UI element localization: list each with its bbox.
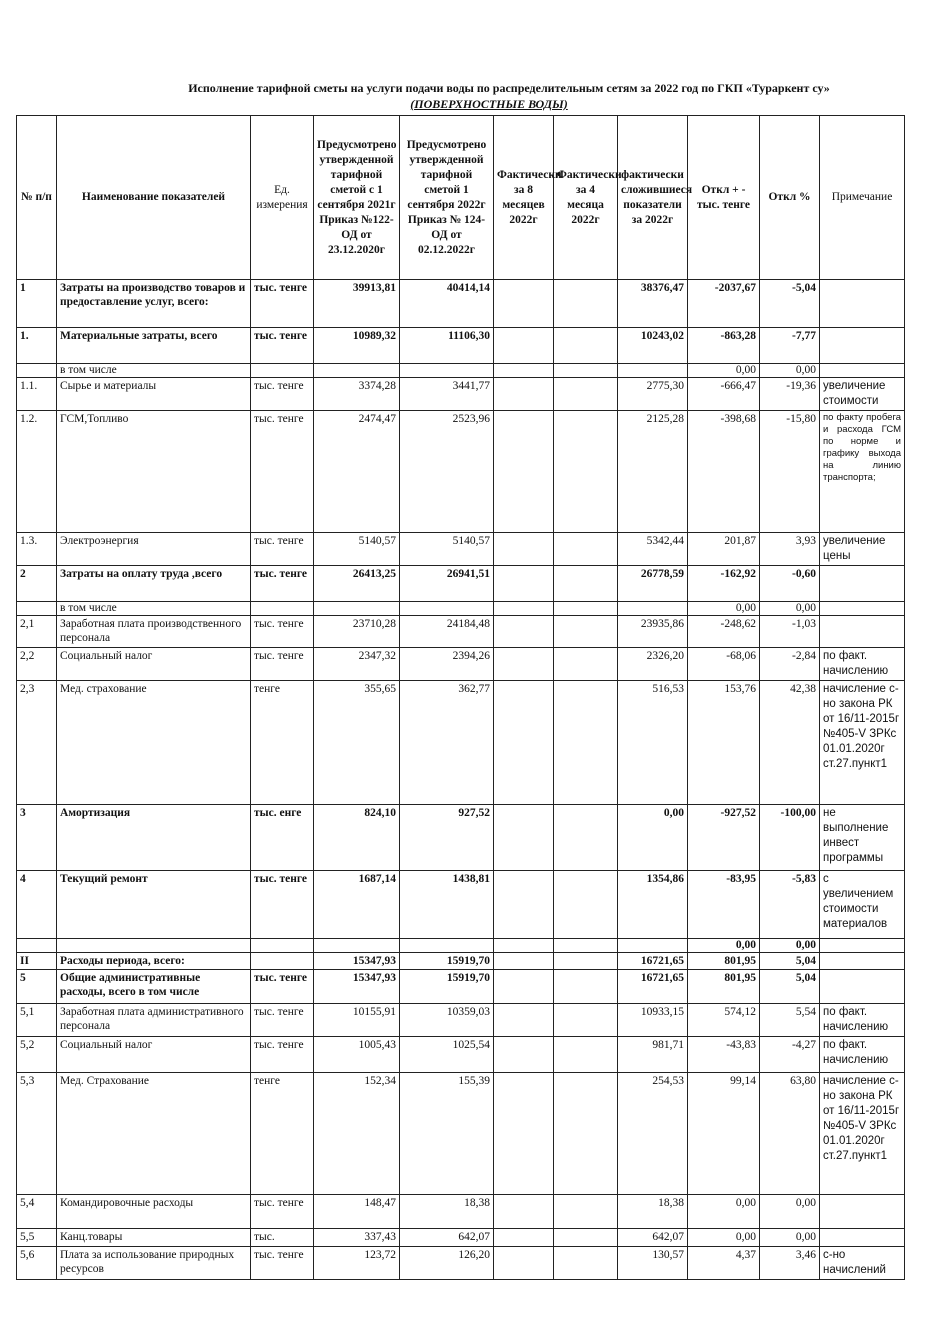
row-fact4	[554, 533, 618, 566]
row-plan2021: 152,34	[314, 1073, 400, 1195]
row-dev: -863,28	[688, 328, 760, 364]
row-fact4	[554, 328, 618, 364]
row-actual: 16721,65	[618, 970, 688, 1004]
row-plan2022: 15919,70	[400, 953, 494, 970]
row-unit	[251, 939, 314, 953]
row-devpct: -5,04	[760, 280, 820, 328]
row-dev: 0,00	[688, 939, 760, 953]
table-row	[17, 280, 905, 328]
table-row	[17, 1247, 905, 1280]
row-num	[17, 364, 57, 378]
row-dev: 801,95	[688, 970, 760, 1004]
row-fact8	[494, 953, 554, 970]
row-devpct: -100,00	[760, 805, 820, 871]
row-note: с увеличением стоимости материалов	[820, 871, 905, 939]
table-row	[17, 871, 905, 939]
row-plan2021: 148,47	[314, 1195, 400, 1229]
row-note: увеличение цены	[820, 533, 905, 566]
row-fact8	[494, 328, 554, 364]
table-row	[17, 364, 905, 378]
row-actual: 16721,65	[618, 953, 688, 970]
row-plan2021: 26413,25	[314, 566, 400, 602]
row-unit: тыс. тенге	[251, 1247, 314, 1280]
row-fact8	[494, 533, 554, 566]
row-dev: -83,95	[688, 871, 760, 939]
row-fact4	[554, 566, 618, 602]
row-name: Заработная плата административного персонала	[57, 1004, 251, 1037]
row-plan2022	[400, 939, 494, 953]
row-fact8	[494, 1229, 554, 1247]
row-actual: 2326,20	[618, 648, 688, 681]
row-actual: 0,00	[618, 805, 688, 871]
table-body	[17, 280, 905, 1280]
row-fact4	[554, 411, 618, 533]
row-fact8	[494, 602, 554, 616]
row-fact8	[494, 939, 554, 953]
row-name: Командировочные расходы	[57, 1195, 251, 1229]
row-devpct: -2,84	[760, 648, 820, 681]
row-dev: 0,00	[688, 1229, 760, 1247]
col-header-note: Примечание	[820, 116, 905, 280]
row-unit	[251, 364, 314, 378]
row-fact4	[554, 1195, 618, 1229]
row-num: 1.2.	[17, 411, 57, 533]
row-plan2022: 3441,77	[400, 378, 494, 411]
row-name: Текущий ремонт	[57, 871, 251, 939]
row-plan2021: 3374,28	[314, 378, 400, 411]
row-dev: 0,00	[688, 1195, 760, 1229]
col-header-fact4: Фактически за 4 месяца 2022г	[554, 116, 618, 280]
row-actual: 18,38	[618, 1195, 688, 1229]
row-name: Затраты на оплату труда ,всего	[57, 566, 251, 602]
row-actual: 10933,15	[618, 1004, 688, 1037]
row-plan2021	[314, 939, 400, 953]
row-fact8	[494, 681, 554, 805]
row-num	[17, 602, 57, 616]
col-header-dev: Откл + - тыс. тенге	[688, 116, 760, 280]
row-actual: 254,53	[618, 1073, 688, 1195]
row-unit: тыс. тенге	[251, 1004, 314, 1037]
row-dev: 0,00	[688, 364, 760, 378]
row-unit: тыс. енге	[251, 805, 314, 871]
row-note	[820, 1229, 905, 1247]
row-fact4	[554, 378, 618, 411]
row-fact8	[494, 566, 554, 602]
row-name: Мед. Страхование	[57, 1073, 251, 1195]
row-note	[820, 616, 905, 648]
table-row	[17, 328, 905, 364]
row-fact8	[494, 1195, 554, 1229]
row-num: 2,3	[17, 681, 57, 805]
row-note	[820, 939, 905, 953]
row-dev: 99,14	[688, 1073, 760, 1195]
row-name: Мед. страхование	[57, 681, 251, 805]
row-devpct: -4,27	[760, 1037, 820, 1073]
table-row	[17, 378, 905, 411]
row-note: с-но начислений	[820, 1247, 905, 1280]
row-fact4	[554, 1073, 618, 1195]
col-header-actual: фактически сложившиеся показатели за 2022г	[618, 116, 688, 280]
col-header-plan2022: Предусмотрено утвержденной тарифной сметой 1 сентября 2022г Приказ № 124-ОД от 02.12.2022г	[400, 116, 494, 280]
row-dev: -927,52	[688, 805, 760, 871]
row-plan2022: 10359,03	[400, 1004, 494, 1037]
col-header-plan2021: Предусмотрено утвержденной тарифной сметой с 1 сентября 2021г Приказ №122-ОД от 23.12.2020г	[314, 116, 400, 280]
row-name: Заработная плата производственного персонала	[57, 616, 251, 648]
row-devpct: 5,54	[760, 1004, 820, 1037]
row-fact4	[554, 970, 618, 1004]
row-unit: тыс. тенге	[251, 411, 314, 533]
row-unit: тыс. тенге	[251, 533, 314, 566]
row-fact8	[494, 1004, 554, 1037]
row-devpct: 42,38	[760, 681, 820, 805]
row-fact4	[554, 805, 618, 871]
row-plan2021: 1005,43	[314, 1037, 400, 1073]
row-dev: -68,06	[688, 648, 760, 681]
row-actual: 2775,30	[618, 378, 688, 411]
row-actual: 26778,59	[618, 566, 688, 602]
table-row	[17, 411, 905, 533]
row-fact8	[494, 1247, 554, 1280]
col-header-num: № п/п	[17, 116, 57, 280]
row-actual: 5342,44	[618, 533, 688, 566]
row-devpct: 5,04	[760, 970, 820, 1004]
row-actual: 130,57	[618, 1247, 688, 1280]
row-fact8	[494, 1073, 554, 1195]
table-row	[17, 566, 905, 602]
row-devpct: -0,60	[760, 566, 820, 602]
row-actual: 23935,86	[618, 616, 688, 648]
row-name: Канц.товары	[57, 1229, 251, 1247]
row-plan2022: 18,38	[400, 1195, 494, 1229]
tariff-table	[16, 115, 905, 1280]
row-num: 3	[17, 805, 57, 871]
row-plan2022: 11106,30	[400, 328, 494, 364]
row-devpct: -19,36	[760, 378, 820, 411]
row-actual	[618, 939, 688, 953]
row-actual: 1354,86	[618, 871, 688, 939]
row-actual: 981,71	[618, 1037, 688, 1073]
row-note	[820, 602, 905, 616]
row-fact4	[554, 602, 618, 616]
row-plan2022: 642,07	[400, 1229, 494, 1247]
row-note: увеличение стоимости	[820, 378, 905, 411]
row-fact8	[494, 280, 554, 328]
row-plan2022	[400, 602, 494, 616]
row-plan2021: 355,65	[314, 681, 400, 805]
row-plan2021: 39913,81	[314, 280, 400, 328]
row-devpct: -1,03	[760, 616, 820, 648]
row-plan2021: 10155,91	[314, 1004, 400, 1037]
row-dev: -248,62	[688, 616, 760, 648]
table-row	[17, 616, 905, 648]
table-row	[17, 1229, 905, 1247]
row-num: 5	[17, 970, 57, 1004]
table-row	[17, 1004, 905, 1037]
row-fact4	[554, 939, 618, 953]
row-devpct: 0,00	[760, 939, 820, 953]
row-devpct: 0,00	[760, 1195, 820, 1229]
row-plan2022: 126,20	[400, 1247, 494, 1280]
row-unit: тыс. тенге	[251, 648, 314, 681]
col-header-unit: Ед. измерения	[251, 116, 314, 280]
row-plan2021: 15347,93	[314, 970, 400, 1004]
row-name: Плата за использование природных ресурсов	[57, 1247, 251, 1280]
row-dev: -43,83	[688, 1037, 760, 1073]
row-note: начисление с-но закона РК от 16/11-2015г №405-V ЗРКс 01.01.2020г ст.27.пункт1	[820, 1073, 905, 1195]
row-plan2022: 2523,96	[400, 411, 494, 533]
row-devpct: 0,00	[760, 364, 820, 378]
row-fact4	[554, 681, 618, 805]
row-dev: 153,76	[688, 681, 760, 805]
table-row	[17, 1037, 905, 1073]
row-dev: 0,00	[688, 602, 760, 616]
row-note	[820, 364, 905, 378]
row-devpct: 0,00	[760, 1229, 820, 1247]
row-num: 5,4	[17, 1195, 57, 1229]
row-unit: тыс.	[251, 1229, 314, 1247]
row-note: по факт. начислению	[820, 1037, 905, 1073]
row-num: 1	[17, 280, 57, 328]
table-row	[17, 648, 905, 681]
row-dev: 201,87	[688, 533, 760, 566]
row-name: Электроэнергия	[57, 533, 251, 566]
row-fact4	[554, 364, 618, 378]
row-plan2022: 5140,57	[400, 533, 494, 566]
row-note	[820, 566, 905, 602]
row-plan2021: 2474,47	[314, 411, 400, 533]
row-note	[820, 328, 905, 364]
row-name	[57, 939, 251, 953]
row-unit: тыс. тенге	[251, 566, 314, 602]
row-num	[17, 939, 57, 953]
header-row	[17, 116, 905, 280]
row-note: по факт. начислению	[820, 1004, 905, 1037]
row-fact8	[494, 1037, 554, 1073]
row-fact4	[554, 1004, 618, 1037]
row-num: 5,5	[17, 1229, 57, 1247]
row-plan2022: 2394,26	[400, 648, 494, 681]
row-note: по фактy пробега и расхода ГСМ по норме и графику выхода на линию транспорта;	[820, 411, 905, 533]
row-devpct: 5,04	[760, 953, 820, 970]
title-line-2: (ПОВЕРХНОСТНЫЕ ВОДЫ)	[410, 97, 568, 111]
row-num: 2,2	[17, 648, 57, 681]
row-fact8	[494, 805, 554, 871]
table-row	[17, 533, 905, 566]
row-num: 1.	[17, 328, 57, 364]
row-devpct: 3,46	[760, 1247, 820, 1280]
row-name: Социальный налог	[57, 648, 251, 681]
row-plan2021: 337,43	[314, 1229, 400, 1247]
row-devpct: 3,93	[760, 533, 820, 566]
table-row	[17, 970, 905, 1004]
row-dev: 4,37	[688, 1247, 760, 1280]
row-num: 1.1.	[17, 378, 57, 411]
row-name: Материальные затраты, всего	[57, 328, 251, 364]
row-devpct: -15,80	[760, 411, 820, 533]
row-devpct: -5,83	[760, 871, 820, 939]
row-dev: -2037,67	[688, 280, 760, 328]
row-plan2021	[314, 602, 400, 616]
row-plan2021: 824,10	[314, 805, 400, 871]
row-fact8	[494, 364, 554, 378]
row-name: Социальный налог	[57, 1037, 251, 1073]
row-plan2021: 23710,28	[314, 616, 400, 648]
row-actual	[618, 364, 688, 378]
row-dev: 574,12	[688, 1004, 760, 1037]
col-header-name: Наименование показателей	[57, 116, 251, 280]
row-plan2021: 1687,14	[314, 871, 400, 939]
row-num: 5,6	[17, 1247, 57, 1280]
row-fact4	[554, 280, 618, 328]
document-title	[0, 80, 938, 112]
table-row	[17, 939, 905, 953]
row-num: 1.3.	[17, 533, 57, 566]
row-unit: тенге	[251, 681, 314, 805]
row-plan2021: 123,72	[314, 1247, 400, 1280]
row-fact4	[554, 1247, 618, 1280]
row-fact8	[494, 378, 554, 411]
col-header-fact8: Фактически за 8 месяцев 2022г	[494, 116, 554, 280]
row-plan2021: 5140,57	[314, 533, 400, 566]
row-num: II	[17, 953, 57, 970]
row-unit: тыс. тенге	[251, 1195, 314, 1229]
table-row	[17, 681, 905, 805]
row-dev: -398,68	[688, 411, 760, 533]
row-unit: тыс. тенге	[251, 328, 314, 364]
row-unit: тыс. тенге	[251, 280, 314, 328]
row-unit	[251, 953, 314, 970]
row-name: в том числе	[57, 364, 251, 378]
row-num: 2	[17, 566, 57, 602]
row-fact4	[554, 953, 618, 970]
row-actual	[618, 602, 688, 616]
table-row	[17, 1195, 905, 1229]
row-plan2021: 15347,93	[314, 953, 400, 970]
row-fact4	[554, 648, 618, 681]
row-num: 5,2	[17, 1037, 57, 1073]
row-fact8	[494, 411, 554, 533]
row-name: Затраты на производство товаров и предоставление услуг, всего:	[57, 280, 251, 328]
row-unit: тенге	[251, 1073, 314, 1195]
row-note: начисление с-но закона РК от 16/11-2015г №405-V ЗРКс 01.01.2020г ст.27.пункт1	[820, 681, 905, 805]
row-plan2022: 15919,70	[400, 970, 494, 1004]
row-num: 5,3	[17, 1073, 57, 1195]
row-plan2022: 362,77	[400, 681, 494, 805]
table-row	[17, 1073, 905, 1195]
row-devpct: 0,00	[760, 602, 820, 616]
row-unit: тыс. тенге	[251, 1037, 314, 1073]
row-unit	[251, 602, 314, 616]
row-fact8	[494, 616, 554, 648]
row-name: в том числе	[57, 602, 251, 616]
row-actual: 516,53	[618, 681, 688, 805]
table-row	[17, 602, 905, 616]
row-note	[820, 970, 905, 1004]
row-plan2022: 927,52	[400, 805, 494, 871]
row-plan2022: 24184,48	[400, 616, 494, 648]
row-name: Расходы периода, всего:	[57, 953, 251, 970]
row-fact8	[494, 648, 554, 681]
row-note	[820, 953, 905, 970]
row-fact4	[554, 1229, 618, 1247]
row-name: Общие административные расходы, всего в том числе	[57, 970, 251, 1004]
row-unit: тыс. тенге	[251, 378, 314, 411]
row-plan2022: 155,39	[400, 1073, 494, 1195]
row-num: 4	[17, 871, 57, 939]
row-actual: 10243,02	[618, 328, 688, 364]
col-header-devpct: Откл %	[760, 116, 820, 280]
row-devpct: 63,80	[760, 1073, 820, 1195]
table-row	[17, 953, 905, 970]
row-dev: -666,47	[688, 378, 760, 411]
row-plan2021: 2347,32	[314, 648, 400, 681]
row-plan2021: 10989,32	[314, 328, 400, 364]
row-fact8	[494, 871, 554, 939]
row-note	[820, 1195, 905, 1229]
row-num: 5,1	[17, 1004, 57, 1037]
row-unit: тыс. тенге	[251, 871, 314, 939]
row-actual: 2125,28	[618, 411, 688, 533]
row-name: Сырье и материалы	[57, 378, 251, 411]
title-line-1: Исполнение тарифной сметы на услуги подачи воды по распределительным сетям за 2022 год по ГКП «Тураркент су»	[188, 81, 830, 95]
row-note: по факт. начислению	[820, 648, 905, 681]
row-num: 2,1	[17, 616, 57, 648]
row-note: не выполнение инвест программы	[820, 805, 905, 871]
row-plan2022: 1438,81	[400, 871, 494, 939]
row-fact4	[554, 871, 618, 939]
row-fact4	[554, 616, 618, 648]
table-row	[17, 805, 905, 871]
row-unit: тыс. тенге	[251, 616, 314, 648]
row-dev: 801,95	[688, 953, 760, 970]
row-fact8	[494, 970, 554, 1004]
row-name: Амортизация	[57, 805, 251, 871]
row-devpct: -7,77	[760, 328, 820, 364]
row-plan2022: 40414,14	[400, 280, 494, 328]
row-dev: -162,92	[688, 566, 760, 602]
row-fact4	[554, 1037, 618, 1073]
row-plan2022	[400, 364, 494, 378]
row-actual: 642,07	[618, 1229, 688, 1247]
row-note	[820, 280, 905, 328]
row-actual: 38376,47	[618, 280, 688, 328]
row-plan2022: 26941,51	[400, 566, 494, 602]
row-name: ГСМ,Топливо	[57, 411, 251, 533]
row-plan2022: 1025,54	[400, 1037, 494, 1073]
row-unit: тыс. тенге	[251, 970, 314, 1004]
row-plan2021	[314, 364, 400, 378]
